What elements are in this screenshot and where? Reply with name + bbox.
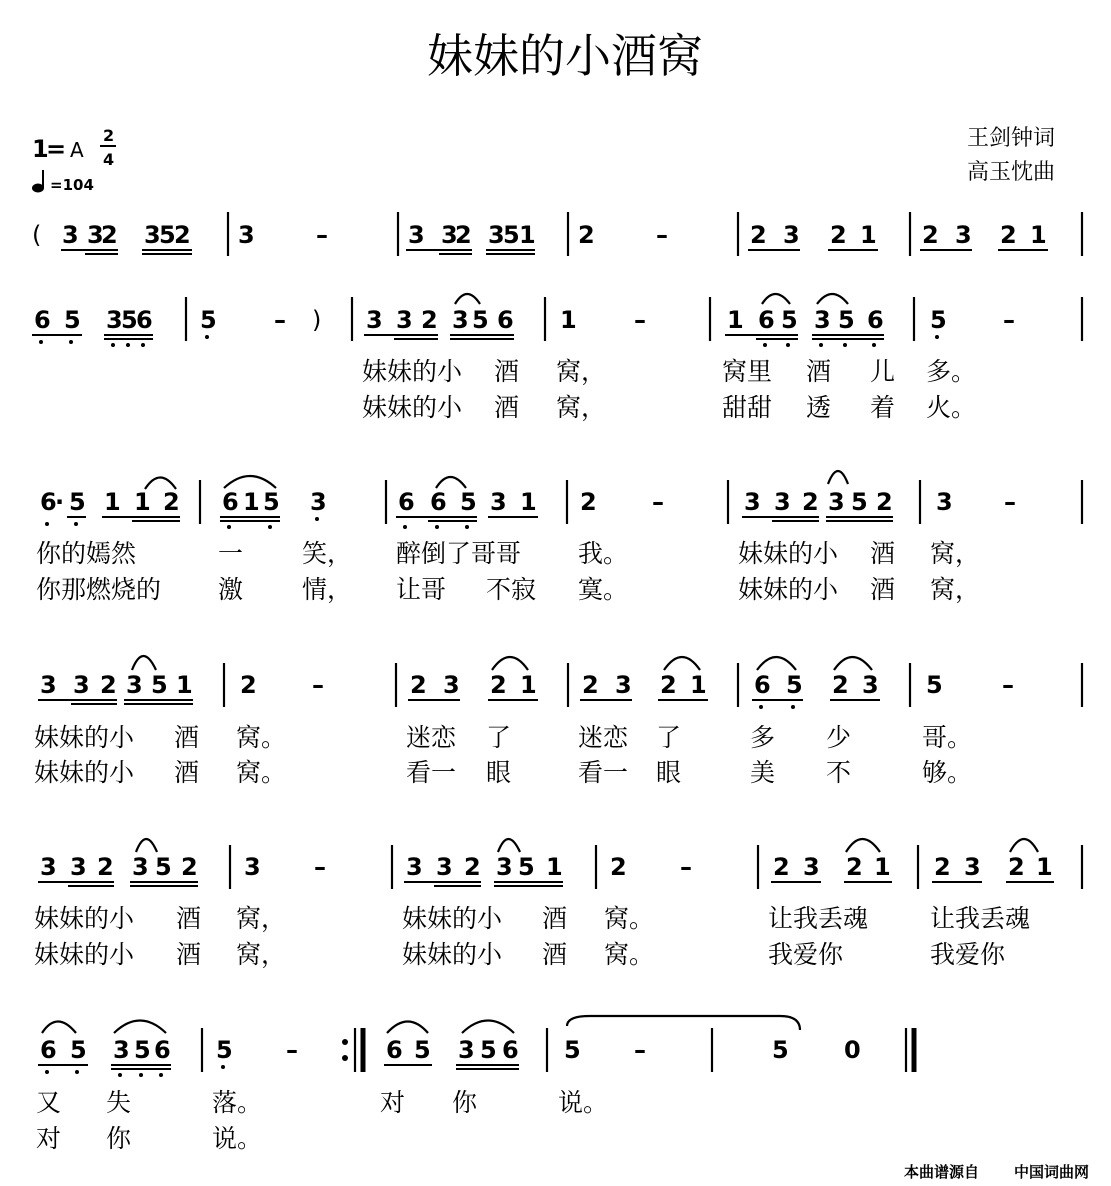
svg-text:2: 2 bbox=[181, 853, 198, 881]
svg-text:3: 3 bbox=[244, 853, 261, 881]
svg-text:3: 3 bbox=[73, 671, 90, 699]
footer-watermark bbox=[904, 1163, 1089, 1181]
svg-text:妹妹的小: 妹妹的小 bbox=[34, 758, 135, 787]
svg-text:6: 6 bbox=[386, 1036, 403, 1064]
svg-text:2: 2 bbox=[802, 488, 819, 516]
svg-text:酒: 酒 bbox=[494, 393, 520, 422]
svg-text:3: 3 bbox=[310, 488, 327, 516]
svg-text:5: 5 bbox=[564, 1036, 581, 1064]
svg-text:2: 2 bbox=[455, 221, 472, 249]
svg-text:3: 3 bbox=[955, 221, 972, 249]
svg-text:窝里: 窝里 bbox=[722, 357, 773, 386]
svg-text:3: 3 bbox=[936, 488, 953, 516]
svg-text:5: 5 bbox=[151, 671, 168, 699]
svg-text:1: 1 bbox=[520, 488, 537, 516]
svg-text:3: 3 bbox=[964, 853, 981, 881]
svg-text:2: 2 bbox=[582, 671, 599, 699]
svg-text:2: 2 bbox=[876, 488, 893, 516]
svg-text:5: 5 bbox=[69, 488, 86, 516]
svg-text:1: 1 bbox=[546, 853, 563, 881]
svg-text:1: 1 bbox=[32, 135, 49, 163]
svg-text:6: 6 bbox=[40, 488, 57, 516]
svg-text:2: 2 bbox=[846, 853, 863, 881]
svg-text:落。: 落。 bbox=[212, 1088, 263, 1117]
svg-text:够。: 够。 bbox=[922, 758, 973, 787]
svg-text:3: 3 bbox=[396, 306, 413, 334]
svg-text:6: 6 bbox=[40, 1036, 57, 1064]
svg-text:5: 5 bbox=[480, 1036, 497, 1064]
svg-text:酒: 酒 bbox=[176, 940, 202, 969]
svg-text:不寂: 不寂 bbox=[486, 575, 537, 604]
svg-text:2: 2 bbox=[1008, 853, 1025, 881]
svg-text:3: 3 bbox=[132, 853, 149, 881]
svg-text:3: 3 bbox=[40, 853, 57, 881]
svg-text:3: 3 bbox=[744, 488, 761, 516]
svg-text:看一: 看一 bbox=[406, 758, 457, 787]
svg-text:2: 2 bbox=[103, 126, 115, 145]
svg-text:5: 5 bbox=[155, 853, 172, 881]
svg-text:3: 3 bbox=[408, 221, 425, 249]
svg-text:窝，: 窝， bbox=[556, 357, 607, 386]
svg-text:3: 3 bbox=[441, 221, 458, 249]
svg-text:–: – bbox=[656, 221, 668, 249]
svg-text:4: 4 bbox=[103, 150, 115, 169]
svg-text:说。: 说。 bbox=[212, 1124, 263, 1153]
svg-text:迷恋: 迷恋 bbox=[578, 723, 629, 752]
svg-text:2: 2 bbox=[1000, 221, 1017, 249]
svg-text:5: 5 bbox=[772, 1036, 789, 1064]
svg-text:妹妹的小: 妹妹的小 bbox=[402, 904, 503, 933]
svg-text:你的嫣然: 你的嫣然 bbox=[36, 539, 137, 568]
svg-text:3: 3 bbox=[436, 853, 453, 881]
svg-text:火。: 火。 bbox=[926, 393, 977, 422]
svg-text:–: – bbox=[1004, 488, 1016, 516]
svg-text:妹妹的小: 妹妹的小 bbox=[402, 940, 503, 969]
svg-text:6: 6 bbox=[430, 488, 447, 516]
svg-text:妹妹的小: 妹妹的小 bbox=[738, 575, 839, 604]
svg-text:情，: 情， bbox=[302, 575, 353, 604]
svg-text:=: = bbox=[46, 135, 67, 163]
svg-text:2: 2 bbox=[163, 488, 180, 516]
svg-text:酒: 酒 bbox=[494, 357, 520, 386]
page-title: 妹妹的小酒窝 bbox=[427, 29, 703, 83]
svg-text:眼: 眼 bbox=[656, 758, 682, 787]
svg-text:醉倒了哥哥: 醉倒了哥哥 bbox=[396, 539, 522, 568]
svg-text:又: 又 bbox=[36, 1088, 62, 1117]
svg-text:激: 激 bbox=[218, 575, 244, 604]
svg-text:多: 多 bbox=[750, 723, 776, 752]
svg-text:3: 3 bbox=[238, 221, 255, 249]
svg-text:多。: 多。 bbox=[926, 357, 977, 386]
svg-text:3: 3 bbox=[70, 853, 87, 881]
svg-text:–: – bbox=[274, 306, 286, 334]
svg-text:笑，: 笑， bbox=[302, 539, 353, 568]
svg-text:5: 5 bbox=[930, 306, 947, 334]
svg-text:0: 0 bbox=[844, 1036, 861, 1064]
footer-site-link[interactable]: 中国词曲网 bbox=[1014, 1163, 1090, 1181]
tempo-marking bbox=[32, 170, 94, 194]
svg-text:–: – bbox=[1002, 671, 1014, 699]
svg-text:–: – bbox=[634, 1036, 646, 1064]
svg-text:3: 3 bbox=[40, 671, 57, 699]
svg-text:5: 5 bbox=[851, 488, 868, 516]
svg-text:不: 不 bbox=[826, 758, 852, 787]
final-barline bbox=[906, 1028, 914, 1072]
svg-text:1: 1 bbox=[104, 488, 121, 516]
svg-text:酒: 酒 bbox=[870, 575, 896, 604]
svg-text:少: 少 bbox=[826, 723, 852, 752]
svg-text:3: 3 bbox=[488, 221, 505, 249]
repeat-end-barline bbox=[342, 1028, 363, 1072]
svg-text:–: – bbox=[314, 853, 326, 881]
svg-text:了: 了 bbox=[486, 723, 512, 752]
svg-text:5: 5 bbox=[838, 306, 855, 334]
svg-text:3: 3 bbox=[113, 1036, 130, 1064]
svg-text:5: 5 bbox=[121, 306, 138, 334]
svg-text:6: 6 bbox=[754, 671, 771, 699]
svg-text:(: ( bbox=[32, 221, 42, 249]
svg-text:你: 你 bbox=[452, 1088, 478, 1117]
svg-text:–: – bbox=[286, 1036, 298, 1064]
svg-text:我爱你: 我爱你 bbox=[768, 940, 844, 969]
svg-text:3: 3 bbox=[803, 853, 820, 881]
svg-text:1: 1 bbox=[727, 306, 744, 334]
svg-text:3: 3 bbox=[126, 671, 143, 699]
svg-text:6: 6 bbox=[758, 306, 775, 334]
svg-text:1: 1 bbox=[874, 853, 891, 881]
svg-text:哥。: 哥。 bbox=[922, 723, 973, 752]
svg-text:6: 6 bbox=[867, 306, 884, 334]
svg-text:窝，: 窝， bbox=[930, 539, 981, 568]
svg-text:–: – bbox=[1003, 306, 1015, 334]
svg-text:酒: 酒 bbox=[176, 904, 202, 933]
svg-text:2: 2 bbox=[100, 671, 117, 699]
svg-text:–: – bbox=[312, 671, 324, 699]
svg-text:着: 着 bbox=[870, 393, 896, 422]
svg-text:1: 1 bbox=[690, 671, 707, 699]
svg-text:6: 6 bbox=[502, 1036, 519, 1064]
svg-text:3: 3 bbox=[443, 671, 460, 699]
svg-text:你那燃烧的: 你那燃烧的 bbox=[36, 575, 162, 604]
svg-text:3: 3 bbox=[783, 221, 800, 249]
svg-text:1: 1 bbox=[519, 221, 536, 249]
svg-text:酒: 酒 bbox=[542, 904, 568, 933]
system-2 bbox=[32, 294, 1082, 422]
composer-credit: 高玉忱曲 bbox=[966, 160, 1055, 185]
svg-text:3: 3 bbox=[406, 853, 423, 881]
svg-text:5: 5 bbox=[64, 306, 81, 334]
svg-text:1: 1 bbox=[176, 671, 193, 699]
svg-text:让我丢魂: 让我丢魂 bbox=[768, 904, 869, 933]
svg-text:我爱你: 我爱你 bbox=[930, 940, 1006, 969]
svg-text:妹妹的小: 妹妹的小 bbox=[738, 539, 839, 568]
svg-text:2: 2 bbox=[660, 671, 677, 699]
svg-text:2: 2 bbox=[101, 221, 118, 249]
svg-text:5: 5 bbox=[200, 306, 217, 334]
svg-text:5: 5 bbox=[503, 221, 520, 249]
svg-text:1: 1 bbox=[860, 221, 877, 249]
svg-text:·: · bbox=[55, 488, 65, 516]
svg-text:对: 对 bbox=[380, 1088, 406, 1117]
svg-text:3: 3 bbox=[862, 671, 879, 699]
svg-text:5: 5 bbox=[460, 488, 477, 516]
svg-text:酒: 酒 bbox=[806, 357, 832, 386]
svg-text:让我丢魂: 让我丢魂 bbox=[930, 904, 1031, 933]
svg-text:3: 3 bbox=[496, 853, 513, 881]
svg-text:5: 5 bbox=[159, 221, 176, 249]
svg-text:): ) bbox=[312, 306, 322, 334]
svg-text:寞。: 寞。 bbox=[578, 575, 629, 604]
svg-text:1: 1 bbox=[243, 488, 260, 516]
svg-text:窝。: 窝。 bbox=[604, 904, 655, 933]
svg-text:2: 2 bbox=[750, 221, 767, 249]
svg-text:5: 5 bbox=[781, 306, 798, 334]
svg-text:2: 2 bbox=[464, 853, 481, 881]
svg-text:2: 2 bbox=[922, 221, 939, 249]
svg-text:3: 3 bbox=[366, 306, 383, 334]
svg-text:窝，: 窝， bbox=[236, 940, 287, 969]
svg-text:2: 2 bbox=[410, 671, 427, 699]
svg-text:2: 2 bbox=[97, 853, 114, 881]
svg-text:3: 3 bbox=[615, 671, 632, 699]
svg-text:6: 6 bbox=[398, 488, 415, 516]
svg-text:说。: 说。 bbox=[558, 1088, 609, 1117]
svg-text:你: 你 bbox=[106, 1124, 132, 1153]
svg-text:3: 3 bbox=[87, 221, 104, 249]
svg-text:6: 6 bbox=[154, 1036, 171, 1064]
svg-text:让哥: 让哥 bbox=[396, 575, 447, 604]
svg-text:妹妹的小: 妹妹的小 bbox=[362, 393, 463, 422]
svg-text:酒: 酒 bbox=[174, 723, 200, 752]
svg-text:1: 1 bbox=[134, 488, 151, 516]
system-1 bbox=[32, 212, 1082, 256]
svg-text:妹妹的小: 妹妹的小 bbox=[34, 904, 135, 933]
key-signature bbox=[32, 135, 84, 163]
svg-text:1: 1 bbox=[560, 306, 577, 334]
svg-text:3: 3 bbox=[106, 306, 123, 334]
svg-text:窝，: 窝， bbox=[930, 575, 981, 604]
svg-text:A: A bbox=[70, 138, 84, 162]
svg-text:透: 透 bbox=[806, 393, 832, 422]
svg-text:2: 2 bbox=[421, 306, 438, 334]
svg-text:–: – bbox=[652, 488, 664, 516]
svg-text:5: 5 bbox=[786, 671, 803, 699]
svg-text:5: 5 bbox=[70, 1036, 87, 1064]
svg-text:窝。: 窝。 bbox=[236, 758, 287, 787]
svg-text:2: 2 bbox=[174, 221, 191, 249]
svg-text:=104: =104 bbox=[50, 176, 94, 194]
svg-text:2: 2 bbox=[773, 853, 790, 881]
svg-text:3: 3 bbox=[814, 306, 831, 334]
svg-text:–: – bbox=[316, 221, 328, 249]
svg-text:5: 5 bbox=[926, 671, 943, 699]
svg-text:3: 3 bbox=[62, 221, 79, 249]
svg-text:甜甜: 甜甜 bbox=[722, 393, 773, 422]
svg-text:2: 2 bbox=[240, 671, 257, 699]
svg-text:妹妹的小: 妹妹的小 bbox=[362, 357, 463, 386]
svg-text:看一: 看一 bbox=[578, 758, 629, 787]
svg-text:我。: 我。 bbox=[578, 539, 629, 568]
svg-text:1: 1 bbox=[1036, 853, 1053, 881]
system-4 bbox=[34, 656, 1082, 787]
svg-text:1: 1 bbox=[1030, 221, 1047, 249]
svg-text:5: 5 bbox=[472, 306, 489, 334]
svg-text:失: 失 bbox=[106, 1088, 132, 1117]
svg-text:6: 6 bbox=[222, 488, 239, 516]
svg-text:3: 3 bbox=[458, 1036, 475, 1064]
svg-text:2: 2 bbox=[490, 671, 507, 699]
svg-text:5: 5 bbox=[518, 853, 535, 881]
svg-text:酒: 酒 bbox=[870, 539, 896, 568]
svg-text:一: 一 bbox=[218, 539, 244, 568]
svg-text:3: 3 bbox=[828, 488, 845, 516]
svg-text:美: 美 bbox=[750, 758, 776, 787]
svg-text:6: 6 bbox=[34, 306, 51, 334]
svg-text:眼: 眼 bbox=[486, 758, 512, 787]
footer-source: 本曲谱源自 bbox=[904, 1163, 980, 1181]
svg-text:2: 2 bbox=[580, 488, 597, 516]
svg-text:2: 2 bbox=[832, 671, 849, 699]
svg-text:3: 3 bbox=[490, 488, 507, 516]
system-5 bbox=[34, 839, 1082, 969]
system-3 bbox=[36, 471, 1082, 604]
svg-text:5: 5 bbox=[263, 488, 280, 516]
svg-text:妹妹的小: 妹妹的小 bbox=[34, 723, 135, 752]
svg-text:5: 5 bbox=[134, 1036, 151, 1064]
svg-text:–: – bbox=[680, 853, 692, 881]
svg-text:2: 2 bbox=[578, 221, 595, 249]
svg-text:3: 3 bbox=[452, 306, 469, 334]
svg-text:妹妹的小: 妹妹的小 bbox=[34, 940, 135, 969]
svg-text:6: 6 bbox=[136, 306, 153, 334]
svg-text:2: 2 bbox=[934, 853, 951, 881]
svg-text:酒: 酒 bbox=[542, 940, 568, 969]
svg-text:窝。: 窝。 bbox=[236, 723, 287, 752]
svg-text:窝，: 窝， bbox=[236, 904, 287, 933]
svg-text:5: 5 bbox=[216, 1036, 233, 1064]
svg-text:酒: 酒 bbox=[174, 758, 200, 787]
time-signature bbox=[100, 126, 116, 169]
svg-text:1: 1 bbox=[520, 671, 537, 699]
lyricist-credit: 王剑钟词 bbox=[966, 126, 1055, 151]
svg-text:窝，: 窝， bbox=[556, 393, 607, 422]
system-6 bbox=[36, 1016, 914, 1153]
svg-text:了: 了 bbox=[656, 723, 682, 752]
svg-text:5: 5 bbox=[414, 1036, 431, 1064]
svg-text:3: 3 bbox=[774, 488, 791, 516]
svg-text:迷恋: 迷恋 bbox=[406, 723, 457, 752]
svg-text:2: 2 bbox=[830, 221, 847, 249]
svg-text:3: 3 bbox=[144, 221, 161, 249]
svg-text:对: 对 bbox=[36, 1124, 62, 1153]
svg-text:6: 6 bbox=[497, 306, 514, 334]
svg-text:窝。: 窝。 bbox=[604, 940, 655, 969]
svg-text:–: – bbox=[634, 306, 646, 334]
svg-text:2: 2 bbox=[610, 853, 627, 881]
svg-text:儿: 儿 bbox=[870, 357, 896, 386]
